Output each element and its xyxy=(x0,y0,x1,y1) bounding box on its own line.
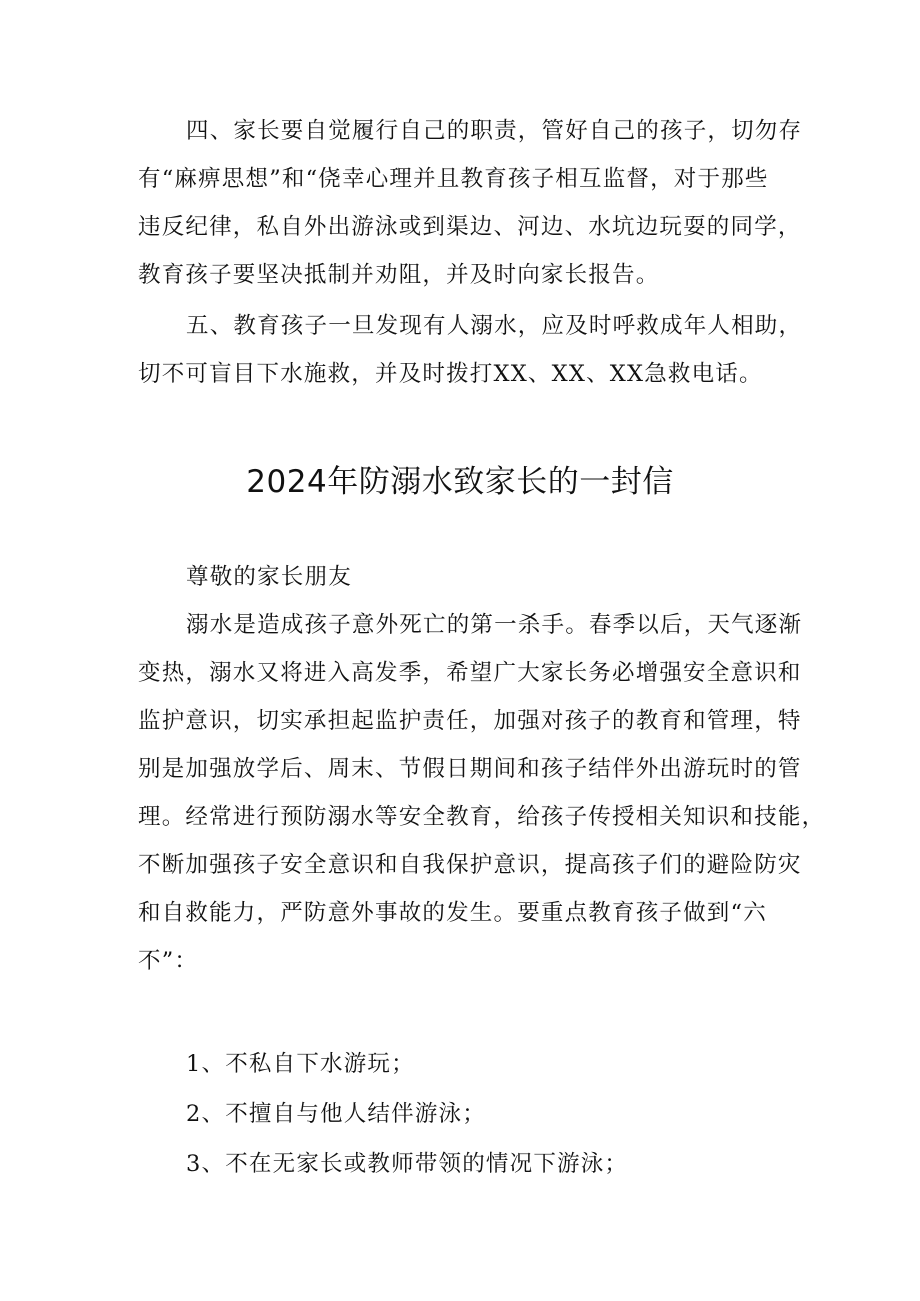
body-line-1: 溺水是造成孩子意外死亡的第一杀手。春季以后，天气逐渐 xyxy=(186,612,803,638)
body-line-2: 变热，溺水又将进入高发季，希望广大家长务必增强安全意识和 xyxy=(138,660,802,686)
item4-line-2: 有“麻痹思想”和“侥幸心理并且教育孩子相互监督，对于那些 xyxy=(138,166,769,192)
item4-line-4: 教育孩子要坚决抵制并劝阻，并及时向家长报告。 xyxy=(138,262,660,288)
body-line-8: 不”： xyxy=(138,948,199,974)
list-item-1: 1、不私自下水游玩； xyxy=(186,1051,415,1077)
body-line-3: 监护意识，切实承担起监护责任，加强对孩子的教育和管理，特 xyxy=(138,708,802,734)
body-line-4: 别是加强放学后、周末、节假日期间和孩子结伴外出游玩时的管 xyxy=(138,756,802,782)
item5-line-2: 切不可盲目下水施救，并及时拨打XX、XX、XX急救电话。 xyxy=(138,361,763,387)
item5-line-1: 五、教育孩子一旦发现有人溺水，应及时呼救成年人相助， xyxy=(186,313,803,339)
item4-line-3: 违反纪律，私自外出游泳或到渠边、河边、水坑边玩耍的同学， xyxy=(138,214,802,240)
list-item-3: 3、不在无家长或教师带领的情况下游泳； xyxy=(186,1151,629,1177)
body-line-5: 理。经常进行预防溺水等安全教育，给孩子传授相关知识和技能， xyxy=(138,804,826,830)
letter-title: 2024年防溺水致家长的一封信 xyxy=(246,464,674,500)
letter-salutation: 尊敬的家长朋友 xyxy=(186,564,352,590)
body-line-7: 和自救能力，严防意外事故的发生。要重点教育孩子做到“六 xyxy=(138,900,767,926)
list-item-2: 2、不擅自与他人结伴游泳； xyxy=(186,1101,486,1127)
item4-line-1: 四、家长要自觉履行自己的职责，管好自己的孩子，切勿存 xyxy=(186,118,803,144)
body-line-6: 不断加强孩子安全意识和自我保护意识，提高孩子们的避险防灾 xyxy=(138,852,802,878)
